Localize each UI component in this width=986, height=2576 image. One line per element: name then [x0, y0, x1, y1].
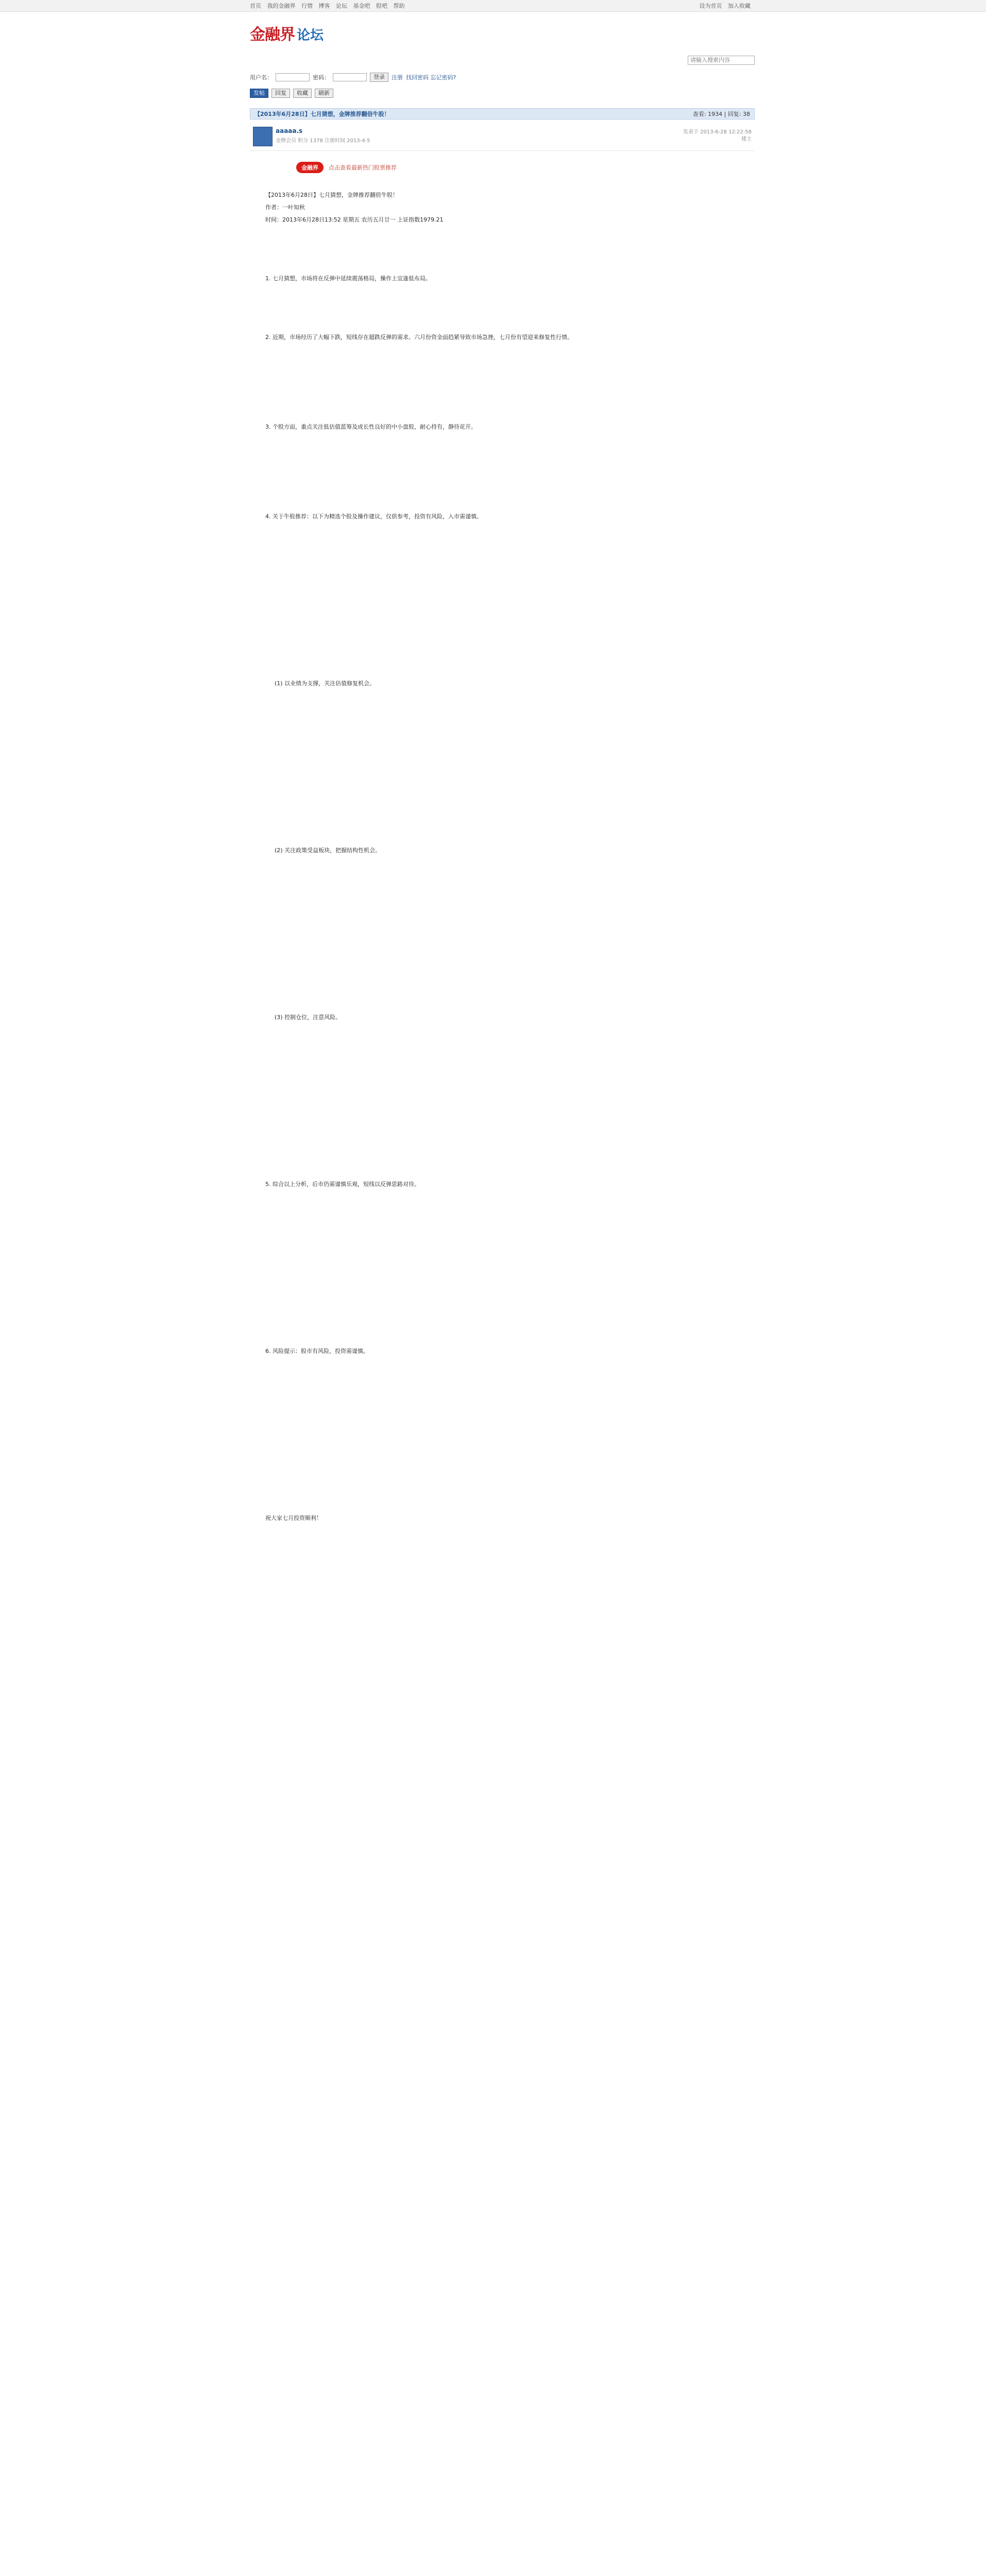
- post-paragraph: 2. 近期，市场经历了大幅下跌，短线存在超跌反弹的需求。六月份资金面趋紧导致市场急挫，七月份有望迎来修复性行情。: [265, 334, 573, 341]
- top-bar: [0, 0, 986, 12]
- post-paragraph: 4. 关于牛股推荐：以下为精选个股及操作建议，仅供参考，投资有风险，入市需谨慎。: [265, 513, 482, 520]
- ad-text: 点击查看最新热门股票推荐: [329, 164, 397, 171]
- collect-button[interactable]: 收藏: [293, 89, 312, 98]
- new-post-button[interactable]: 发帖: [250, 89, 268, 98]
- post-paragraph: 祝大家七月投资顺利！: [265, 1515, 322, 1521]
- top-link[interactable]: 帮助: [393, 3, 405, 9]
- thread-actions: [250, 89, 333, 98]
- top-link[interactable]: 基金吧: [353, 3, 370, 9]
- post-body: [265, 191, 729, 1526]
- post-time-text: 发表于 2013-6-28 12:22:58: [683, 129, 752, 135]
- post-item: (3) 控制仓位，注意风险。: [275, 1014, 342, 1021]
- post-paragraph: 时间：2013年6月28日13:52 星期五 农历五月廿一 上证指数1979.21: [265, 216, 444, 223]
- user-label: 用户名：: [250, 74, 273, 81]
- refresh-button[interactable]: 刷新: [315, 89, 333, 98]
- top-right-links: [700, 2, 755, 10]
- floor-label: 楼主: [741, 137, 752, 142]
- forgot-link[interactable]: 找回密码 忘记密码?: [406, 74, 456, 81]
- thread-views: 查看: 1934 | 回复: 38: [692, 111, 750, 117]
- top-links: [250, 2, 409, 10]
- post-item: (2) 关注政策受益板块，把握结构性机会。: [275, 847, 381, 854]
- top-link[interactable]: 博客: [318, 3, 330, 9]
- post-item: (1) 以业绩为支撑，关注估值修复机会。: [275, 680, 376, 687]
- pass-label: 密码：: [313, 74, 330, 81]
- top-link[interactable]: 股吧: [376, 3, 387, 9]
- reply-button[interactable]: 回复: [271, 89, 290, 98]
- login-button[interactable]: 登录: [370, 73, 388, 82]
- top-link[interactable]: 论坛: [336, 3, 347, 9]
- ad-banner[interactable]: [296, 160, 595, 175]
- site-logo[interactable]: [250, 22, 332, 53]
- post-paragraph: 作者：一叶知秋: [265, 204, 305, 211]
- top-link[interactable]: 行情: [301, 3, 313, 9]
- thread-title: 【2013年6月28日】七月猜想，金牌推荐翻倍牛股！: [254, 111, 390, 117]
- post-author: [250, 125, 755, 151]
- top-link[interactable]: 我的金融界: [267, 3, 296, 9]
- thread-title-bar: [250, 108, 755, 120]
- avatar[interactable]: [253, 127, 273, 146]
- post-paragraph: 3. 个股方面，重点关注低估值蓝筹及成长性良好的中小盘股，耐心持有，静待花开。: [265, 423, 477, 430]
- post-headline: 【2013年6月28日】七月猜想，金牌推荐翻倍牛股！: [265, 192, 398, 198]
- logo-sub: 论坛: [297, 27, 324, 43]
- author-meta: 金牌会员 积分 1378 注册时间 2013-4-5: [276, 138, 370, 144]
- author-name[interactable]: aaaaa.s: [276, 127, 303, 134]
- username-field[interactable]: [276, 73, 310, 81]
- post-time: [683, 129, 752, 143]
- add-favorite-link[interactable]: 加入收藏: [728, 3, 751, 9]
- top-link[interactable]: 首页: [250, 3, 261, 9]
- post-paragraph: 6. 风险提示：股市有风险，投资需谨慎。: [265, 1348, 369, 1354]
- login-bar: [250, 72, 755, 82]
- register-link[interactable]: 注册: [392, 74, 403, 81]
- logo-main: 金融界: [250, 26, 295, 43]
- post-paragraph: 5. 综合以上分析，后市仍需谨慎乐观，短线以反弹思路对待。: [265, 1181, 420, 1188]
- post-paragraph: 1. 七月猜想，市场将在反弹中延续震荡格局，操作上宜逢低布局。: [265, 275, 431, 282]
- search-input[interactable]: [688, 56, 755, 65]
- ad-pill: 金融界: [296, 162, 324, 173]
- password-field[interactable]: [333, 73, 367, 81]
- set-homepage-link[interactable]: 设为首页: [699, 3, 722, 9]
